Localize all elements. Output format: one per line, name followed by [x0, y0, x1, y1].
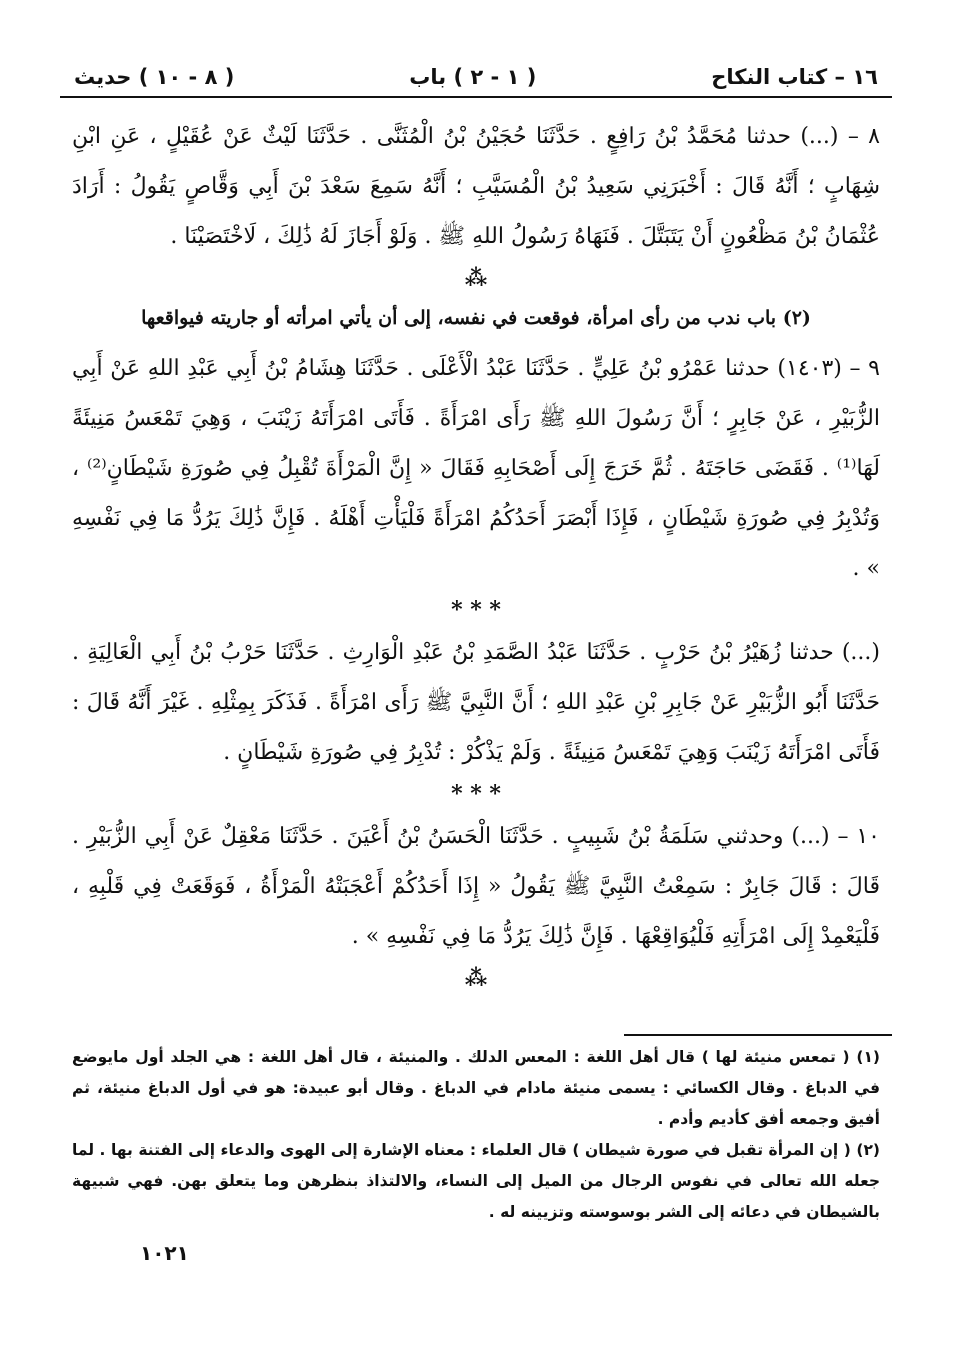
book-page [60, 58, 892, 1348]
footnote-1: (١) ( تمعس منيئة لها ) قال أهل اللغة : المعس الدلك . والمنيئة ، قال أهل اللغة : هي الجلد أول مايوضع في الدباغ . وقال الكسائي : يسمى منيئة مادام في الدباغ . وقال أبو عبيدة: هو في أول الدباغ منيئة، ثم أفيق وجمعه أفق كأديم وأدم . [72, 1048, 880, 1128]
separator-stars: ⁂ [464, 265, 488, 291]
header-book-title: ١٦ – كتاب النكاح [711, 65, 878, 89]
separator-stars: * * * [451, 781, 501, 807]
header-chapter-range: ( ١ - ٢ ) باب [409, 65, 537, 89]
running-header [60, 58, 892, 98]
page-number: ١٠٢١ [140, 1241, 189, 1265]
header-hadith-range: ( ٨ - ١٠ ) حديث [74, 65, 235, 89]
footnotes [60, 1034, 892, 1228]
separator-stars: ⁂ [464, 965, 488, 991]
footnote-2: (٢) ( إن المرأة تقبل في صورة شيطان ) قال العلماء : معناه الإشارة إلى الهوى والدعاء إلى الفتنة بها . لما جعله الله تعالى في نفوس الرجال من الميل إلى النساء، والالتذاذ بنظرهن وما يتعلق بهن. فهي شبيهة بالشيطان في دعائه إلى الشر بوسوسته وتزيينه له . [72, 1141, 880, 1221]
hadith-9: ٩ – (١٤٠٣) حدثنا عَمْرُو بْنُ عَلِيٍّ . حَدَّثَنَا عَبْدُ الْأَعْلَى . حَدَّثَنَا هِشَامُ بْنُ أَبِي عَبْدِ اللهِ عَنْ أَبِي الزُّبَيْرِ ، عَنْ جَابِرٍ ؛ أَنَّ رَسُولَ اللهِ ﷺ رَأَى امْرَأَةً . فَأَتَى امْرَأَتَهُ زَيْنَبَ ، وَهِيَ تَمْعَسُ مَنِيئَةً لَهَا⁽¹⁾ . فَقَضَى حَاجَتَهُ . ثُمَّ خَرَجَ إِلَى أَصْحَابِهِ فَقَالَ « إِنَّ الْمَرْأَةَ تُقْبِلُ فِي صُورَةِ شَيْطَانٍ⁽²⁾ ، وَتُدْبِرُ فِي صُورَةِ شَيْطَانٍ ، فَإِذَا أَبْصَرَ أَحَدُكُمُ امْرَأَةً فَلْيَأْتِ أَهْلَهُ . فَإِنَّ ذَٰلِكَ يَرُدُّ مَا فِي نَفْسِهِ » . [72, 356, 880, 581]
footnote-rule [624, 1034, 892, 1036]
chapter-heading: (٢) باب ندب من رأى امرأة، فوقعت في نفسه، إلى أن يأتي امرأته أو جاريته فيواقعها [141, 307, 811, 329]
separator-stars: * * * [451, 597, 501, 623]
hadith-10: ١٠ – (...) وحدثني سَلَمَةُ بْنُ شَبِيبٍ . حَدَّثَنَا الْحَسَنُ بْنُ أَعْيَنَ . حَدَّثَنَا مَعْقِلٌ عَنْ أَبِي الزُّبَيْرِ . قَالَ : قَالَ جَابِرٌ : سَمِعْتُ النَّبِيَّ ﷺ يَقُولُ « إِذَا أَحَدُكُمْ أَعْجَبَتْهُ الْمَرْأَةُ ، فَوَقَعَتْ فِي قَلْبِهِ ، فَلْيَعْمِدْ إِلَى امْرَأَتِهِ فَلْيُوَاقِعْهَا . فَإِنَّ ذَٰلِكَ يَرُدُّ مَا فِي نَفْسِهِ » . [72, 824, 880, 949]
hadith-9-variant: (...) حدثنا زُهَيْرُ بْنُ حَرْبٍ . حَدَّثَنَا عَبْدُ الصَّمَدِ بْنُ عَبْدِ الْوَارِثِ . حَدَّثَنَا حَرْبُ بْنُ أَبِي الْعَالِيَةِ . حَدَّثَنَا أَبُو الزُّبَيْرِ عَنْ جَابِرِ بْنِ عَبْدِ اللهِ ؛ أَنَّ النَّبِيَّ ﷺ رَأَى امْرَأَةً . فَذَكَرَ بِمِثْلِهِ . غَيْرَ أَنَّهُ قَالَ : فَأَتَى امْرَأَتَهُ زَيْنَبَ وَهِيَ تَمْعَسُ مَنِيئَةً . وَلَمْ يَذْكُرْ : تُدْبِرُ فِي صُورَةِ شَيْطَانٍ . [72, 640, 880, 765]
hadith-8: ٨ – (...) حدثنا مُحَمَّدُ بْنُ رَافِعٍ . حَدَّثَنَا حُجَيْنُ بْنُ الْمُثَنَّى . حَدَّثَنَا لَيْثٌ عَنْ عُقَيْلٍ ، عَنِ ابْنِ شِهَابٍ ؛ أَنَّهُ قَالَ : أَخْبَرَنِي سَعِيدُ بْنُ الْمُسَيَّبِ ؛ أَنَّهُ سَمِعَ سَعْدَ بْنَ أَبِي وَقَّاصٍ يَقُولُ : أَرَادَ عُثْمَانُ بْنُ مَظْعُونٍ أَنْ يَتَبَتَّلَ . فَنَهَاهُ رَسُولُ اللهِ ﷺ . وَلَوْ أَجَازَ لَهُ ذَٰلِكَ ، لَاخْتَصَيْنَا . [72, 124, 880, 249]
